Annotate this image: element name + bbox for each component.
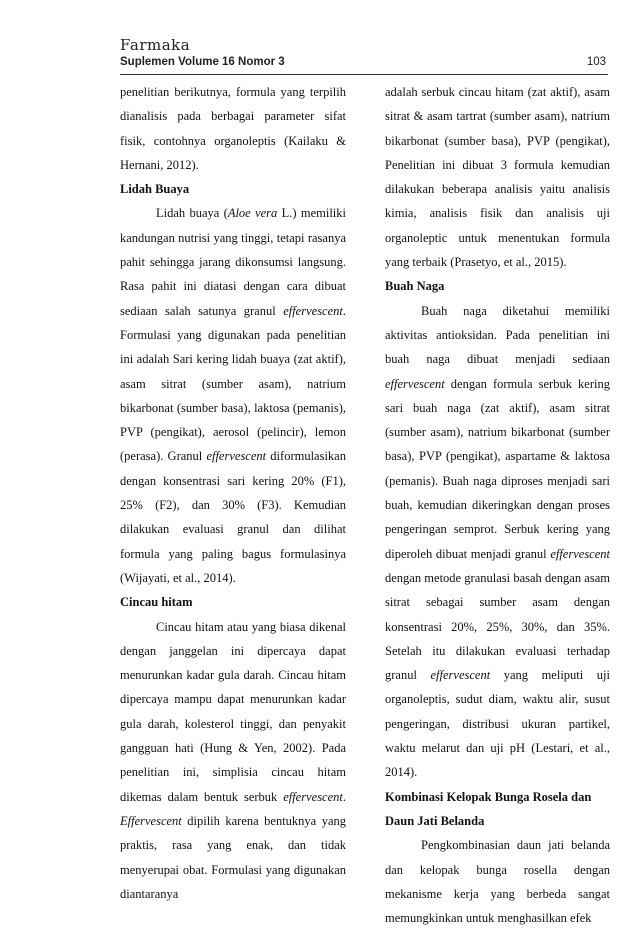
paragraph: Buah naga diketahui memiliki aktivitas antioksidan. Pada penelitian ini buah naga dibuat menjadi sediaan effervescent dengan formula serbuk kering sari buah naga (zat aktif), asam sitrat (sumber asam), natrium bikarbonat (sumber basa), PVP (pengikat), aspartame & laktosa (pemanis). Buah naga diproses menjadi sari buah, kemudian dikeringkan dengan proses pengeringan semprot. Serbuk kering yang diperoleh dibuat menjadi granul effervescent dengan metode granulasi basah dengan asam sitrat sebagai sumber asam dengan konsentrasi 20%, 25%, 30%, dan 35%. Setelah itu dilakukan evaluasi terhadap granul effervescent yang meliputi uji organoleptis, sudut diam, waktu alir, susut pengeringan, distribusi ukuran partikel, waktu melarut dan uji pH (Lestari, et al., 2014). — [385, 303, 610, 780]
page-number: 103 — [586, 56, 606, 68]
journal-title: Farmaka — [120, 36, 191, 54]
header-rule — [120, 74, 608, 75]
left-column — [120, 80, 346, 906]
paragraph: Pengkombinasian daun jati belanda dan kelopak bunga rosella dengan mekanisme kerja yang berbeda sangat memungkinkan untuk menghasilkan efek — [385, 838, 610, 926]
paragraph: Cincau hitam atau yang biasa dikenal dengan janggelan ini dipercaya dapat menurunkan kadar gula darah. Cincau hitam dipercaya mampu dapat menurunkan kadar gula darah, kolesterol tinggi, dan penyakit gangguan hati (Hung & Yen, 2002). Pada penelitian ini, simplisia cincau hitam dikemas dalam bentuk serbuk effervescent. Effervescent dipilih karena bentuknya yang praktis, rasa yang enak, dan tidak menyerupai obat. Formulasi yang digunakan diantaranya — [120, 619, 346, 901]
paragraph: Lidah buaya (Aloe vera L.) memiliki kandungan nutrisi yang tinggi, tetapi rasanya pahit sehingga jarang dikonsumsi langsung. Rasa pahit ini diatasi dengan cara dibuat sediaan salah satunya granul effervescent. Formulasi yang digunakan pada penelitian ini adalah Sari kering lidah buaya (zat aktif), asam sitrat (sumber asam), natrium bikarbonat (sumber basa), laktosa (pemanis), PVP (pengikat), aerosol (pelincir), lemon (perasa). Granul effervescent diformulasikan dengan konsentrasi sari kering 20% (F1), 25% (F2), dan 30% (F3). Kemudian dilakukan evaluasi granul dan dilihat formula yang paling bagus formulasinya (Wijayati, et al., 2014). — [120, 206, 346, 585]
section-heading-rosela-jati-belanda: Kombinasi Kelopak Bunga Rosela dan Daun Jati Belanda — [385, 789, 592, 828]
paragraph: adalah serbuk cincau hitam (zat aktif), asam sitrat & asam tartrat (sumber asam), natrium bikarbonat (sumber basa), PVP (pengikat), Penelitian ini dibuat 3 formula kemudian dilakukan beberapa analisis yaitu analisis kimia, analisis fisik dan analisis uji organoleptic untuk menentukan formula yang terbaik (Prasetyo, et al., 2015). — [385, 85, 610, 270]
section-heading-buah-naga: Buah Naga — [385, 279, 445, 294]
section-heading-cincau-hitam: Cincau hitam — [120, 595, 193, 610]
right-column — [385, 80, 610, 930]
journal-supplement: Suplemen Volume 16 Nomor 3 — [120, 56, 285, 68]
section-heading-lidah-buaya: Lidah Buaya — [120, 182, 190, 197]
paragraph: penelitian berikutnya, formula yang terpilih dianalisis pada berbagai parameter sifat fisik, contohnya organoleptis (Kailaku & Hernani, 2012). — [120, 85, 346, 172]
